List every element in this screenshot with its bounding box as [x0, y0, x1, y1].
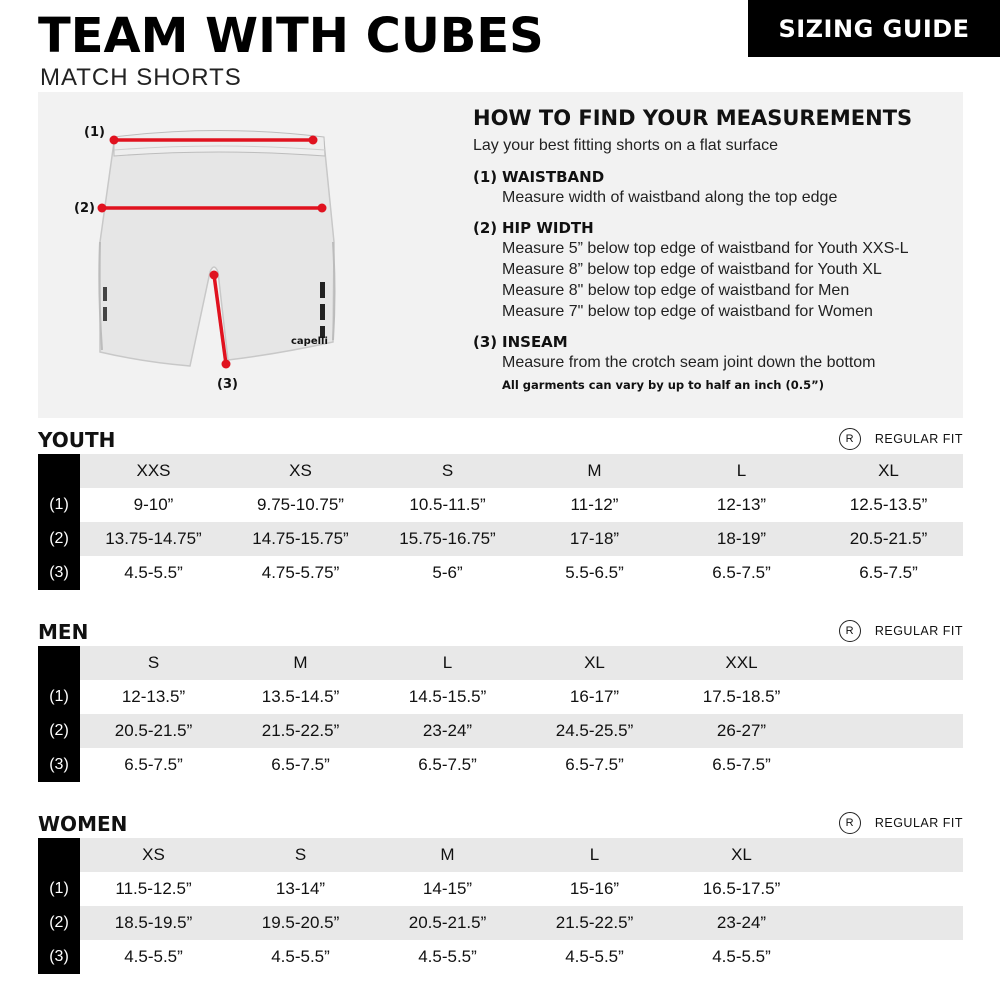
step-title: INSEAM [502, 333, 568, 351]
table-cell: 6.5-7.5” [418, 755, 477, 774]
table-cell: 5-6” [432, 563, 463, 582]
table-cell: 10.5-11.5” [409, 495, 486, 514]
table-row [38, 556, 963, 590]
table-row [38, 872, 963, 906]
table-row [38, 522, 963, 556]
row-label: (3) [38, 748, 80, 782]
table-row [38, 906, 963, 940]
step-number: (3) [473, 333, 498, 351]
table-header-row [38, 646, 963, 680]
table-cell: 4.5-5.5” [271, 947, 330, 966]
table-cell: 12.5-13.5” [849, 495, 928, 514]
marker-inseam: (3) [217, 377, 238, 392]
table-cell: 23-24” [422, 721, 473, 740]
size-header: XS [142, 845, 165, 864]
table-cell: 18-19” [716, 529, 767, 548]
table-cell: 18.5-19.5” [114, 913, 193, 932]
size-header: XXS [136, 461, 171, 480]
table-cell: 14.75-15.75” [252, 529, 349, 548]
youth-section [38, 424, 963, 590]
instructions-intro: Lay your best fitting shorts on a flat surface [473, 137, 779, 154]
size-header: S [441, 461, 454, 480]
size-header: M [587, 461, 602, 480]
fit-label: REGULAR FIT [874, 816, 963, 830]
stripe-right-2 [320, 304, 325, 320]
inseam-measure-end [222, 360, 231, 369]
step-title: HIP WIDTH [502, 219, 594, 237]
row-label: (2) [38, 714, 80, 748]
table-cell: 21.5-22.5” [555, 913, 634, 932]
fit-label: REGULAR FIT [874, 624, 963, 638]
table-header-row [38, 838, 963, 872]
regular-fit-icon: R [839, 812, 861, 834]
table-cell: 23-24” [716, 913, 767, 932]
table-header-row [38, 454, 963, 488]
size-header: L [589, 845, 600, 864]
table-cell: 20.5-21.5” [408, 913, 487, 932]
section-title-men: MEN [38, 620, 89, 644]
fit-label: REGULAR FIT [874, 432, 963, 446]
table-cell: 24.5-25.5” [555, 721, 634, 740]
size-header: L [736, 461, 747, 480]
waistband-measure-end [309, 136, 318, 145]
hip-measure-end [318, 204, 327, 213]
brand-title: TEAM WITH CUBES [38, 8, 544, 64]
size-header: XXL [725, 653, 758, 672]
men-section [38, 616, 963, 782]
row-label: (2) [38, 906, 80, 940]
instructions-title: HOW TO FIND YOUR MEASUREMENTS [473, 106, 913, 130]
table-cell: 5.5-6.5” [565, 563, 624, 582]
table-cell: 6.5-7.5” [124, 755, 183, 774]
table-row [38, 680, 963, 714]
measurement-instructions [473, 104, 953, 392]
table-cell: 9-10” [133, 495, 174, 514]
hip-measure-start [98, 204, 107, 213]
table-cell: 17-18” [569, 529, 620, 548]
size-header: M [440, 845, 455, 864]
row-header-blank [38, 838, 80, 872]
step-number: (2) [473, 219, 498, 237]
table-cell: 14.5-15.5” [408, 687, 487, 706]
row-header-blank [38, 646, 80, 680]
table-cell: 6.5-7.5” [565, 755, 624, 774]
youth-size-table [38, 454, 963, 590]
size-header: XL [731, 845, 752, 864]
row-header-blank [38, 454, 80, 488]
step-text: Measure width of waistband along the top edge [502, 189, 838, 206]
table-cell: 4.5-5.5” [124, 563, 183, 582]
row-label: (3) [38, 940, 80, 974]
table-cell: 4.5-5.5” [712, 947, 771, 966]
women-section [38, 808, 963, 974]
step-waistband [473, 167, 953, 208]
disclaimer: All garments can vary by up to half an inch (0.5”) [502, 378, 824, 392]
table-row [38, 748, 963, 782]
table-cell: 14-15” [422, 879, 473, 898]
table-cell: 20.5-21.5” [114, 721, 193, 740]
stripe-right-1 [320, 282, 325, 298]
marker-hip: (2) [74, 201, 95, 216]
table-cell: 6.5-7.5” [712, 755, 771, 774]
size-header: L [442, 653, 453, 672]
product-name: MATCH SHORTS [40, 64, 242, 91]
step-number: (1) [473, 168, 498, 186]
size-header: S [147, 653, 160, 672]
table-cell: 6.5-7.5” [712, 563, 771, 582]
waistband-shape [114, 131, 325, 157]
measurement-panel [38, 92, 963, 418]
step-text: Measure 8” below top edge of waistband for Youth XL [502, 261, 882, 278]
size-header: S [294, 845, 307, 864]
table-cell: 4.5-5.5” [565, 947, 624, 966]
step-inseam [473, 332, 953, 373]
men-size-table [38, 646, 963, 782]
size-header: XL [584, 653, 605, 672]
step-text: Measure 7" below top edge of waistband for Women [502, 303, 873, 320]
size-header: XS [289, 461, 312, 480]
step-text: Measure from the crotch seam joint down the bottom [502, 354, 876, 371]
row-label: (3) [38, 556, 80, 590]
fit-indicator [839, 428, 963, 450]
table-cell: 11.5-12.5” [115, 879, 192, 898]
shorts-illustration [100, 142, 334, 366]
fit-indicator [839, 812, 963, 834]
row-label: (1) [38, 488, 80, 522]
stripe-left-2 [103, 307, 107, 321]
waistband-measure-start [110, 136, 119, 145]
table-cell: 15-16” [569, 879, 620, 898]
brand-logo: capelli [291, 336, 328, 347]
row-label: (1) [38, 872, 80, 906]
row-label: (2) [38, 522, 80, 556]
table-cell: 13.5-14.5” [261, 687, 340, 706]
section-title-women: WOMEN [38, 812, 128, 836]
regular-fit-icon: R [839, 620, 861, 642]
step-text: Measure 8" below top edge of waistband for Men [502, 282, 850, 299]
table-cell: 20.5-21.5” [849, 529, 928, 548]
sizing-guide-badge: SIZING GUIDE [748, 0, 1000, 57]
table-cell: 6.5-7.5” [859, 563, 918, 582]
size-header: XL [878, 461, 899, 480]
table-cell: 13-14” [275, 879, 326, 898]
table-cell: 19.5-20.5” [261, 913, 340, 932]
table-cell: 11-12” [570, 495, 619, 514]
shorts-diagram [38, 92, 468, 418]
table-cell: 16.5-17.5” [702, 879, 781, 898]
size-header: M [293, 653, 308, 672]
table-cell: 4.5-5.5” [418, 947, 477, 966]
table-cell: 4.75-5.75” [261, 563, 340, 582]
step-title: WAISTBAND [502, 168, 605, 186]
table-cell: 15.75-16.75” [399, 529, 496, 548]
women-size-table [38, 838, 963, 974]
table-row [38, 714, 963, 748]
table-cell: 26-27” [716, 721, 767, 740]
table-cell: 17.5-18.5” [702, 687, 781, 706]
table-cell: 12-13” [716, 495, 767, 514]
table-cell: 4.5-5.5” [124, 947, 183, 966]
row-label: (1) [38, 680, 80, 714]
fit-indicator [839, 620, 963, 642]
table-cell: 6.5-7.5” [271, 755, 330, 774]
table-cell: 13.75-14.75” [105, 529, 202, 548]
regular-fit-icon: R [839, 428, 861, 450]
step-hip-width [473, 218, 953, 322]
inseam-measure-start [210, 271, 219, 280]
stripe-left-1 [103, 287, 107, 301]
table-cell: 21.5-22.5” [261, 721, 340, 740]
step-text: Measure 5” below top edge of waistband for Youth XXS-L [502, 240, 909, 257]
table-cell: 16-17” [569, 687, 620, 706]
table-cell: 9.75-10.75” [257, 495, 344, 514]
table-cell: 12-13.5” [121, 687, 186, 706]
table-row [38, 940, 963, 974]
section-title-youth: YOUTH [38, 428, 116, 452]
marker-waistband: (1) [84, 125, 105, 140]
table-row [38, 488, 963, 522]
